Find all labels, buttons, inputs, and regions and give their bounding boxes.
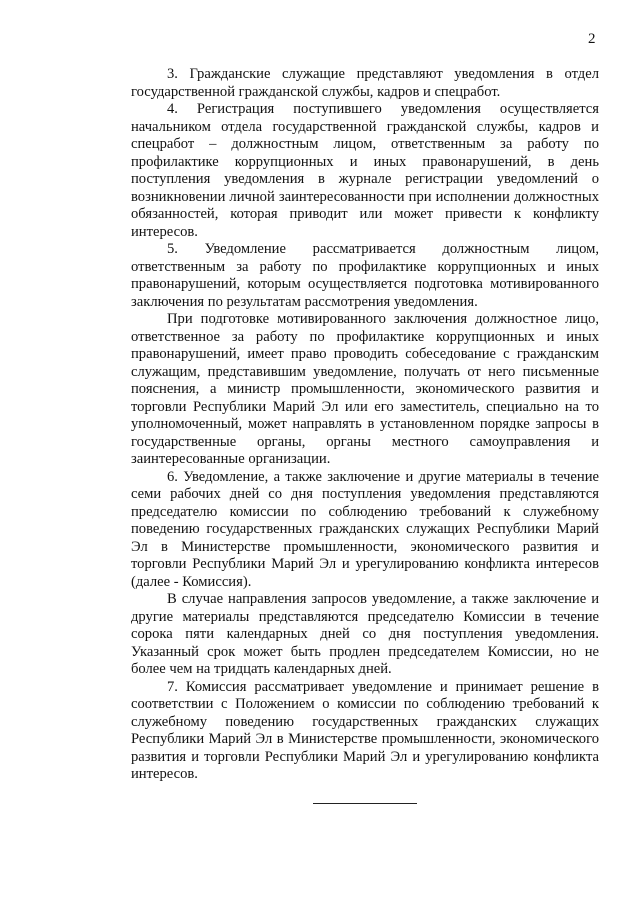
paragraph-6-request-deadline: В случае направления запросов уведомление, а также заключение и другие материалы представляются председателю Комиссии в течение сорока пяти календарных дней со дня поступления уведомления. Указанный срок может быть продлен председателем Комиссии, но не более чем на тридцать календарных дней. (131, 591, 599, 677)
paragraph-5-conclusion-preparation: При подготовке мотивированного заключения должностное лицо, ответственное за работу по профилактике коррупционных и иных правонарушений, имеет право проводить собеседование с гражданским служащим, представившим уведомление, получать от него письменные пояснения, а министр промышленности, экономического развития и торговли Республики Марий Эл или его заместитель, специально на то уполномоченный, может направлять в установленном порядке запросы в государственные органы, органы местного самоуправления и заинтересованные организации. (131, 311, 599, 467)
end-separator-line (313, 803, 417, 804)
paragraph-3-submission: 3. Гражданские служащие представляют уведомления в отдел государственной гражданской службы, кадров и спецработ. (131, 66, 599, 100)
paragraph-6-submission-to-chair: 6. Уведомление, а также заключение и другие материалы в течение семи рабочих дней со дня поступления уведомления представляются председателю комиссии по соблюдению требований к служебному поведению государственных гражданских служащих Республики Марий Эл в Министерстве промышленности, экономического развития и торговли Республики Марий Эл и урегулированию конфликта интересов (далее - Комиссия). (131, 468, 599, 590)
paragraph-4-registration: 4. Регистрация поступившего уведомления осуществляется начальником отдела государственной гражданской службы, кадров и спецработ – должностным лицом, ответственным за работу по профилактике коррупционных и иных правонарушений, в день поступления уведомления в журнале регистрации уведомлений о возникновении личной заинтересованности при исполнении должностных обязанностей, которая приводит или может привести к конфликту интересов. (131, 101, 599, 240)
paragraph-7-commission-decision: 7. Комиссия рассматривает уведомление и принимает решение в соответствии с Положением о комиссии по соблюдению требований к служебному поведению государственных гражданских служащих Республики Марий Эл в Министерстве промышленности, экономического развития и торговли Республики Марий Эл и урегулированию конфликта интересов. (131, 678, 599, 782)
document-body (131, 66, 599, 784)
paragraph-5-review: 5. Уведомление рассматривается должностным лицом, ответственным за работу по профилактике коррупционных и иных правонарушений, которым осуществляется подготовка мотивированного заключения по результатам рассмотрения уведомления. (131, 241, 599, 310)
page-number: 2 (588, 31, 596, 47)
